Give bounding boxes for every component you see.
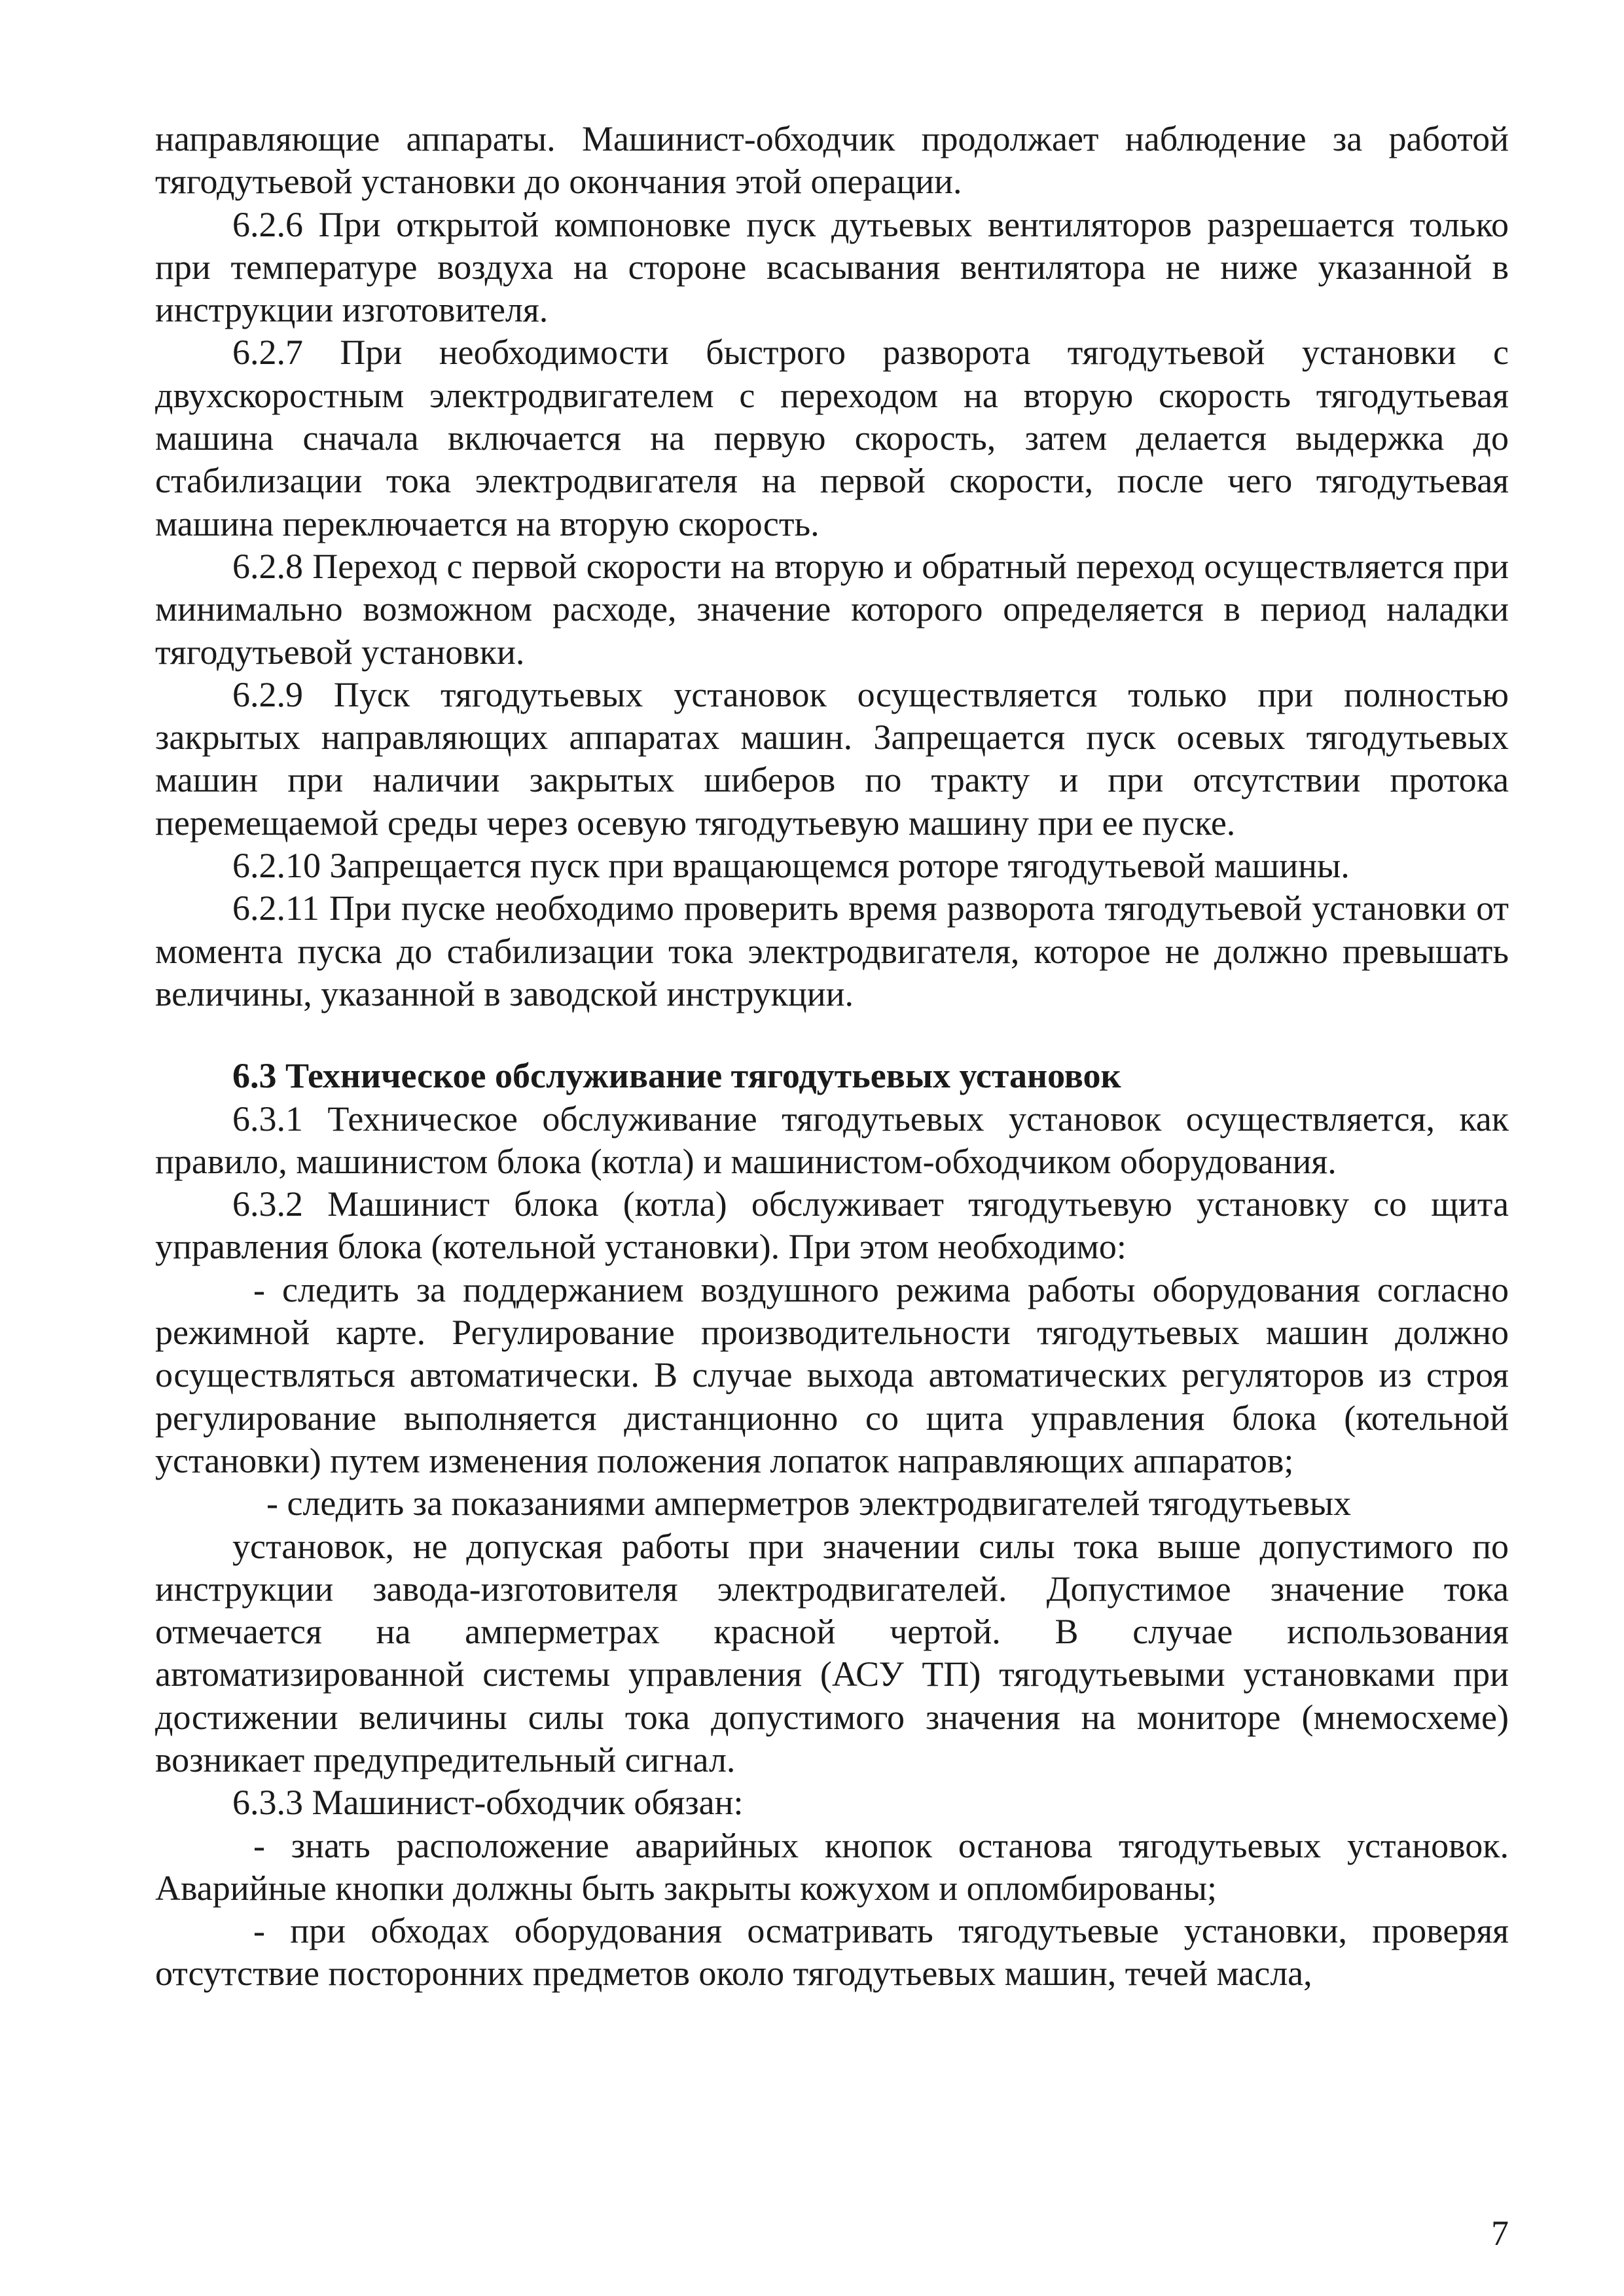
list-item-ammeters: - следить за показаниями амперметров электродвигателей тягодутьевых [266, 1484, 1352, 1523]
paragraph-6-2-8: 6.2.8 Переход с первой скорости на вторую и обратный переход осуществляется при минимально возможном расходе, значение которого определяется в период наладки тягодутьевой установки. [155, 546, 1509, 672]
paragraph-6-2-7: 6.2.7 При необходимости быстрого разворота тягодутьевой установки с двухскоростным электродвигателем с переходом на вторую скорость тягодутьевая машина сначала включается на первую скорость, затем делается выдержка до стабилизации тока электродвигателя на первой скорости, после чего тягодутьевая машина переключается на вторую скорость. [155, 333, 1509, 543]
document-page [155, 118, 1509, 1995]
section-heading-6-3: 6.3 Техническое обслуживание тягодутьевых установок [232, 1056, 1121, 1096]
paragraph-6-3-1: 6.3.1 Техническое обслуживание тягодутьевых установок осуществляется, как правило, машинистом блока (котла) и машинистом-обходчиком оборудования. [155, 1099, 1509, 1181]
paragraph-6-2-9: 6.2.9 Пуск тягодутьевых установок осуществляется только при полностью закрытых направляющих аппаратах машин. Запрещается пуск осевых тягодутьевых машин при наличии закрытых шиберов по тракту и при отсутствии протока перемещаемой среды через осевую тягодутьевую машину при ее пуске. [155, 674, 1509, 843]
list-item-inspection: - при обходах оборудования осматривать тягодутьевые установки, проверяя отсутствие посторонних предметов около тягодутьевых машин, течей масла, [155, 1911, 1509, 1994]
list-item-emergency-buttons: - знать расположение аварийных кнопок останова тягодутьевых установок. Аварийные кнопки должны быть закрыты кожухом и опломбированы; [155, 1825, 1509, 1908]
paragraph-6-2-6: 6.2.6 При открытой компоновке пуск дутьевых вентиляторов разрешается только при температуре воздуха на стороне всасывания вентилятора не ниже указанной в инструкции изготовителя. [155, 204, 1509, 330]
paragraph-6-2-11: 6.2.11 При пуске необходимо проверить время разворота тягодутьевой установки от момента пуска до стабилизации тока электродвигателя, которое не должно превышать величины, указанной в заводской инструкции. [155, 888, 1509, 1013]
list-item-air-mode: - следить за поддержанием воздушного режима работы оборудования согласно режимной карте. Регулирование производительности тягодутьевых машин должно осуществляться автоматически. В случае выхода автоматических регуляторов из строя регулирование выполняется дистанционно со щита управления блока (котельной установки) путем изменения положения лопаток направляющих аппаратов; [155, 1269, 1509, 1480]
paragraph-ammeters-continued: установок, не допуская работы при значении силы тока выше допустимого по инструкции завода-изготовителя электродвигателей. Допустимое значение тока отмечается на амперметрах красной чертой. В случае использования автоматизированной системы управления (АСУ ТП) тягодутьевыми установками при достижении величины силы тока допустимого значения на мониторе (мнемосхеме) возникает предупредительный сигнал. [155, 1526, 1509, 1779]
paragraph-6-3-2: 6.3.2 Машинист блока (котла) обслуживает тягодутьевую установку со щита управления блока (котельной установки). При этом необходимо: [155, 1184, 1509, 1267]
paragraph-6-2-10: 6.2.10 Запрещается пуск при вращающемся роторе тягодутьевой машины. [232, 846, 1350, 886]
page-number: 7 [1491, 2214, 1509, 2253]
paragraph-continuation: направляющие аппараты. Машинист-обходчик продолжает наблюдение за работой тягодутьевой установки до окончания этой операции. [155, 119, 1509, 202]
paragraph-6-3-3: 6.3.3 Машинист-обходчик обязан: [232, 1783, 744, 1823]
